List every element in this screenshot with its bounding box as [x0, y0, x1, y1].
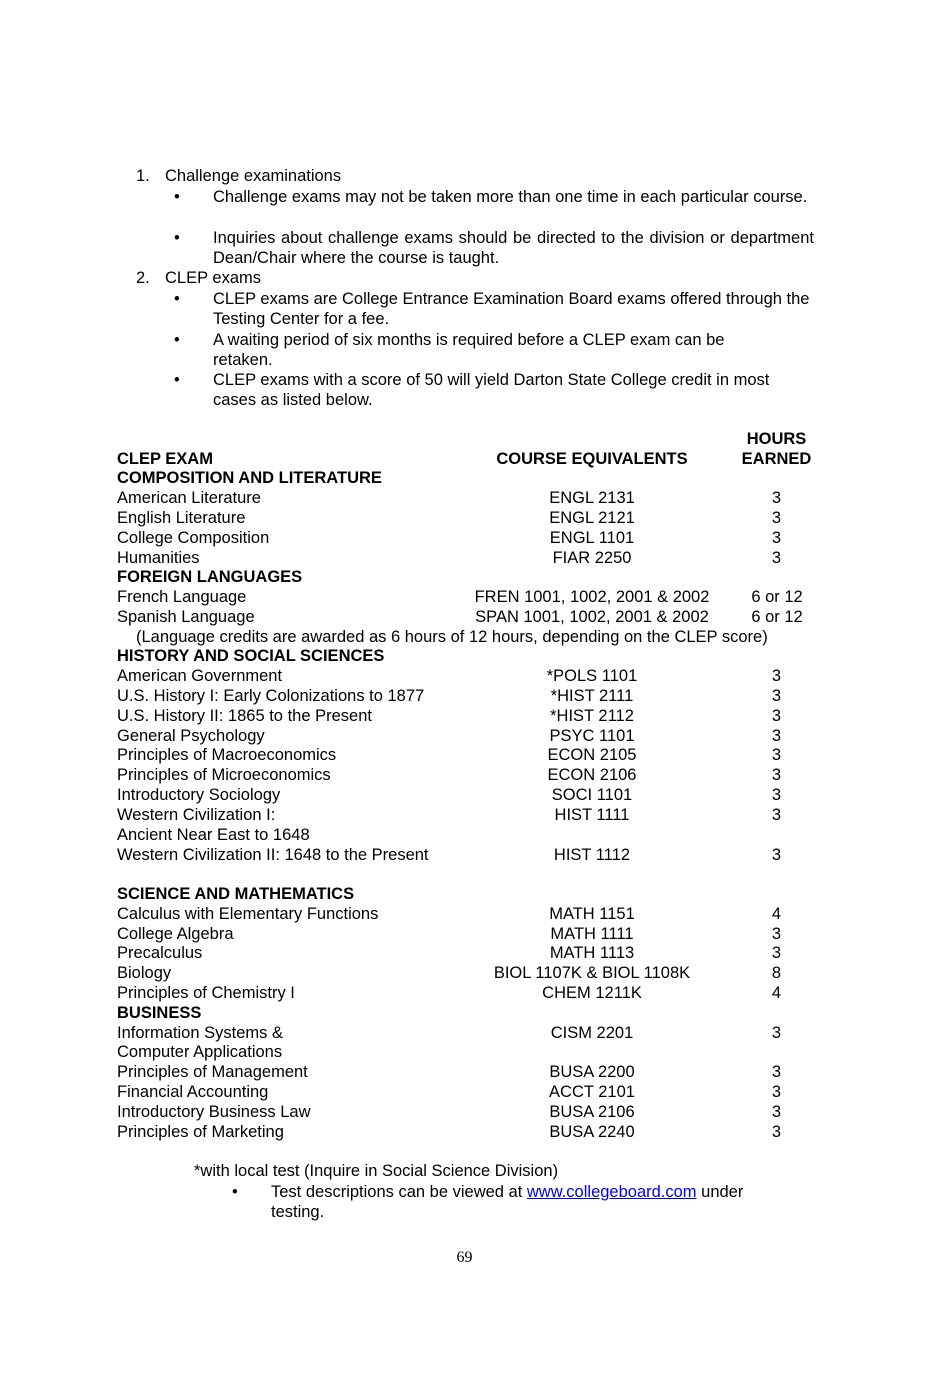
hours-earned: 6 or 12	[751, 608, 803, 626]
section-heading: BUSINESS	[117, 1004, 202, 1022]
course-code: CISM 2201	[550, 1024, 634, 1042]
bullet-text: CLEP exams with a score of 50 will yield Darton State College credit in most cases as listed below.	[213, 371, 770, 409]
section-heading: SCIENCE AND MATHEMATICS	[117, 885, 355, 903]
exam-name: Principles of Marketing	[117, 1123, 284, 1141]
course-code: FIAR 2250	[552, 549, 632, 567]
exam-name: Principles of Macroeconomics	[117, 746, 337, 764]
course-code: HIST 1111	[554, 806, 630, 824]
exam-name: Principles of Management	[117, 1063, 308, 1081]
bullet-text: Challenge exams may not be taken more than one time in each particular course.	[213, 188, 808, 206]
exam-name: U.S. History II: 1865 to the Present	[117, 707, 372, 725]
exam-name: Principles of Chemistry I	[117, 984, 295, 1002]
exam-name: Introductory Business Law	[117, 1103, 311, 1121]
exam-name: Principles of Microeconomics	[117, 766, 331, 784]
exam-name: Information Systems &	[117, 1024, 283, 1042]
course-code: CHEM 1211K	[542, 984, 642, 1002]
course-code: ECON 2106	[547, 766, 637, 784]
course-code: SOCI 1101	[551, 786, 633, 804]
list-title-clep: CLEP exams	[165, 269, 261, 287]
course-code: BUSA 2106	[549, 1103, 635, 1121]
course-code: ENGL 1101	[549, 529, 635, 547]
course-code: ENGL 2131	[549, 489, 635, 507]
language-credit-note: (Language credits are awarded as 6 hours of 12 hours, depending on the CLEP score)	[136, 628, 768, 646]
hours-earned: 3	[771, 925, 782, 943]
bullet-icon: •	[232, 1183, 238, 1201]
hours-earned: 3	[771, 549, 782, 567]
hours-earned: 3	[771, 746, 782, 764]
bullet-icon: •	[174, 229, 180, 247]
bullet-text: Inquiries about challenge exams should be directed to the division or department Dean/Chair where the course is taught.	[213, 229, 814, 267]
hours-earned: 3	[771, 846, 782, 864]
header-hours: HOURS	[746, 430, 807, 448]
course-code: BIOL 1107K & BIOL 1108K	[493, 964, 691, 982]
footnote-bullet-continued: testing.	[271, 1203, 325, 1221]
header-clep-exam: CLEP EXAM	[117, 450, 213, 468]
bullet-icon: •	[174, 371, 180, 389]
course-code: PSYC 1101	[549, 727, 635, 745]
course-code: FREN 1001, 1002, 2001 & 2002	[474, 588, 710, 606]
bullet-text: CLEP exams are College Entrance Examination Board exams offered through the Testing Center for a fee.	[213, 290, 810, 328]
list-number-2: 2.	[136, 269, 150, 287]
exam-name: Spanish Language	[117, 608, 255, 626]
hours-earned: 3	[771, 944, 782, 962]
header-course-equivalents: COURSE EQUIVALENTS	[496, 450, 688, 468]
course-code: BUSA 2240	[549, 1123, 635, 1141]
course-code: SPAN 1001, 1002, 2001 & 2002	[475, 608, 709, 626]
exam-name: English Literature	[117, 509, 246, 527]
bullet-icon: •	[174, 188, 180, 206]
hours-earned: 3	[771, 1063, 782, 1081]
exam-name: General Psychology	[117, 727, 265, 745]
exam-name-continued: Computer Applications	[117, 1043, 283, 1061]
exam-name-continued: Ancient Near East to 1648	[117, 826, 310, 844]
exam-name: Western Civilization I:	[117, 806, 276, 824]
hours-earned: 3	[771, 727, 782, 745]
exam-name: Humanities	[117, 549, 200, 567]
bullet-icon: •	[174, 290, 180, 308]
course-code: ACCT 2101	[549, 1083, 635, 1101]
bullet-icon: •	[174, 331, 180, 349]
hours-earned: 3	[771, 786, 782, 804]
hours-earned: 3	[771, 1024, 782, 1042]
course-code: *POLS 1101	[546, 667, 638, 685]
hours-earned: 3	[771, 509, 782, 527]
exam-name: Introductory Sociology	[117, 786, 281, 804]
hours-earned: 8	[771, 964, 782, 982]
exam-name: U.S. History I: Early Colonizations to 1877	[117, 687, 425, 705]
course-code: ECON 2105	[547, 746, 637, 764]
course-code: MATH 1151	[549, 905, 635, 923]
section-heading: HISTORY AND SOCIAL SCIENCES	[117, 647, 385, 665]
hours-earned: 4	[771, 905, 782, 923]
hours-earned: 3	[771, 489, 782, 507]
exam-name: French Language	[117, 588, 247, 606]
exam-name: Precalculus	[117, 944, 203, 962]
hours-earned: 3	[771, 687, 782, 705]
course-code: HIST 1112	[553, 846, 631, 864]
course-code: *HIST 2112	[550, 707, 634, 725]
bullet-text: A waiting period of six months is required before a CLEP exam can be retaken.	[213, 331, 725, 369]
hours-earned: 3	[771, 806, 782, 824]
list-number-1: 1.	[136, 167, 150, 185]
page-number: 69	[456, 1249, 473, 1266]
exam-name: American Literature	[117, 489, 261, 507]
hours-earned: 3	[771, 529, 782, 547]
hours-earned: 3	[771, 766, 782, 784]
hours-earned: 6 or 12	[751, 588, 803, 606]
hours-earned: 3	[771, 667, 782, 685]
section-heading: FOREIGN LANGUAGES	[117, 568, 303, 586]
course-code: ENGL 2121	[549, 509, 635, 527]
exam-name: College Algebra	[117, 925, 234, 943]
footnote-text-after: under	[696, 1183, 744, 1201]
exam-name: Financial Accounting	[117, 1083, 269, 1101]
footnote-local-test: *with local test (Inquire in Social Science Division)	[194, 1162, 559, 1180]
exam-name: Western Civilization II: 1648 to the Present	[117, 846, 429, 864]
course-code: MATH 1111	[550, 925, 634, 943]
exam-name: Calculus with Elementary Functions	[117, 905, 379, 923]
list-title-challenge: Challenge examinations	[165, 167, 342, 185]
header-earned: EARNED	[741, 450, 812, 468]
course-code: *HIST 2111	[550, 687, 634, 705]
exam-name: College Composition	[117, 529, 270, 547]
footnote-bullet-text	[271, 1182, 743, 1202]
hours-earned: 4	[771, 984, 782, 1002]
hours-earned: 3	[771, 1103, 782, 1121]
exam-name: Biology	[117, 964, 172, 982]
exam-name: American Government	[117, 667, 283, 685]
course-code: MATH 1113	[549, 944, 635, 962]
hours-earned: 3	[771, 1083, 782, 1101]
hours-earned: 3	[771, 707, 782, 725]
hours-earned: 3	[771, 1123, 782, 1141]
footnote-text-before: Test descriptions can be viewed at	[271, 1183, 527, 1201]
section-heading: COMPOSITION AND LITERATURE	[117, 469, 382, 487]
collegeboard-link[interactable]: www.collegeboard.com	[526, 1183, 697, 1201]
course-code: BUSA 2200	[549, 1063, 635, 1081]
